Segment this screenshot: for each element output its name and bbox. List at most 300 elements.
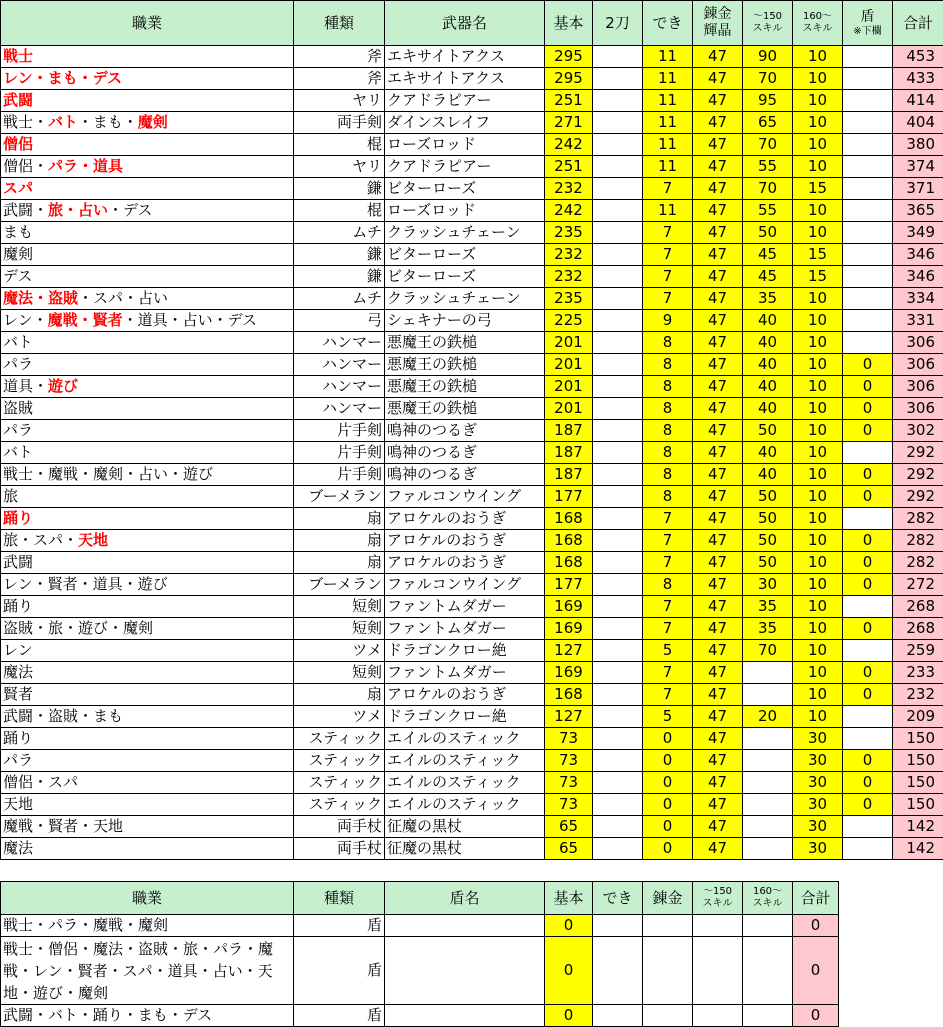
- table-row: [1, 442, 943, 464]
- shield-cell: [843, 596, 893, 618]
- weapon-cell: ローズロッド: [385, 200, 545, 222]
- table-row: [1, 772, 943, 794]
- total-cell: 282: [893, 530, 943, 552]
- type-cell: ブーメラン: [294, 486, 385, 508]
- type-cell: 鎌: [294, 178, 385, 200]
- base-cell: 168: [545, 552, 593, 574]
- renkin-cell: 47: [693, 838, 743, 860]
- base-cell: 177: [545, 574, 593, 596]
- skill160-cell: 10: [793, 684, 843, 706]
- base-cell: 168: [545, 508, 593, 530]
- renkin-cell: 47: [693, 178, 743, 200]
- type-cell: ハンマー: [294, 332, 385, 354]
- job-cell: [1, 464, 294, 486]
- shield-cell: 0: [843, 662, 893, 684]
- table-row: [1, 68, 943, 90]
- weapon-cell: 悪魔王の鉄槌: [385, 376, 545, 398]
- shield-cell: [843, 178, 893, 200]
- weapon-cell: 征魔の黒杖: [385, 816, 545, 838]
- dual-cell: [593, 332, 643, 354]
- job-segment: パラ: [3, 355, 33, 373]
- shield-deki-cell: [593, 915, 643, 937]
- type-cell: 両手剣: [294, 112, 385, 134]
- weapon-cell: アロケルのおうぎ: [385, 552, 545, 574]
- skill160-cell: 10: [793, 596, 843, 618]
- skill160-cell: 10: [793, 508, 843, 530]
- job-cell: [1, 310, 294, 332]
- base-cell: 271: [545, 112, 593, 134]
- type-cell: 扇: [294, 552, 385, 574]
- skill150-cell: 50: [743, 486, 793, 508]
- skill160-cell: 30: [793, 816, 843, 838]
- dual-cell: [593, 684, 643, 706]
- col-renkin-line2: 輝晶: [695, 23, 740, 40]
- weapon-cell: クアドラピアー: [385, 90, 545, 112]
- skill160-cell: 10: [793, 618, 843, 640]
- job-segment: 遊び: [48, 377, 78, 395]
- renkin-cell: 47: [693, 288, 743, 310]
- type-cell: 短剣: [294, 618, 385, 640]
- job-segment: 旅・占い: [48, 201, 108, 219]
- job-segment: 魔戦・賢者: [48, 311, 123, 329]
- base-cell: 127: [545, 706, 593, 728]
- shield-base-cell: 0: [545, 1005, 593, 1027]
- col-deki: でき: [643, 1, 693, 46]
- job-segment: 天地: [78, 531, 108, 549]
- shield-col-renkin: 錬金: [643, 882, 693, 915]
- skill150-cell: 90: [743, 46, 793, 68]
- renkin-cell: 47: [693, 772, 743, 794]
- table-row: [1, 596, 943, 618]
- table-row: [1, 266, 943, 288]
- job-cell: [1, 420, 294, 442]
- total-cell: 150: [893, 728, 943, 750]
- weapon-cell: ファントムダガー: [385, 596, 545, 618]
- base-cell: 169: [545, 618, 593, 640]
- shield-cell: 0: [843, 530, 893, 552]
- dual-cell: [593, 552, 643, 574]
- weapon-cell: 悪魔王の鉄槌: [385, 354, 545, 376]
- skill150-cell: 40: [743, 354, 793, 376]
- deki-cell: 0: [643, 750, 693, 772]
- type-cell: 両手杖: [294, 816, 385, 838]
- deki-cell: 8: [643, 420, 693, 442]
- type-cell: ムチ: [294, 288, 385, 310]
- job-segment: 魔剣: [3, 245, 33, 263]
- deki-cell: 7: [643, 662, 693, 684]
- deki-cell: 7: [643, 508, 693, 530]
- dual-cell: [593, 508, 643, 530]
- shield-cell: [843, 156, 893, 178]
- shield-col-skill160-line2: スキル: [745, 898, 790, 910]
- table-row: [1, 134, 943, 156]
- skill150-cell: 45: [743, 244, 793, 266]
- dual-cell: [593, 838, 643, 860]
- deki-cell: 7: [643, 618, 693, 640]
- skill150-cell: 70: [743, 640, 793, 662]
- shield-cell: [843, 442, 893, 464]
- dual-cell: [593, 244, 643, 266]
- renkin-cell: 47: [693, 222, 743, 244]
- job-cell: [1, 222, 294, 244]
- skill160-cell: 10: [793, 288, 843, 310]
- job-segment: レン・まも・デス: [3, 69, 122, 87]
- shield-cell: [843, 134, 893, 156]
- type-cell: スティック: [294, 772, 385, 794]
- base-cell: 232: [545, 178, 593, 200]
- type-cell: 鎌: [294, 244, 385, 266]
- base-cell: 168: [545, 530, 593, 552]
- dual-cell: [593, 398, 643, 420]
- skill150-cell: 95: [743, 90, 793, 112]
- base-cell: 232: [545, 266, 593, 288]
- type-cell: 短剣: [294, 662, 385, 684]
- total-cell: 346: [893, 244, 943, 266]
- skill150-cell: 50: [743, 420, 793, 442]
- shield-cell: [843, 706, 893, 728]
- dual-cell: [593, 178, 643, 200]
- dual-cell: [593, 794, 643, 816]
- shield-name-cell: [385, 915, 545, 937]
- shield-cell: [843, 112, 893, 134]
- table-row: [1, 112, 943, 134]
- job-segment: 踊り: [3, 729, 33, 747]
- dual-cell: [593, 288, 643, 310]
- job-segment: パラ: [3, 421, 33, 439]
- skill150-cell: 50: [743, 222, 793, 244]
- total-cell: 371: [893, 178, 943, 200]
- skill150-cell: 35: [743, 596, 793, 618]
- type-cell: ハンマー: [294, 376, 385, 398]
- skill160-cell: 30: [793, 772, 843, 794]
- base-cell: 242: [545, 134, 593, 156]
- type-cell: 棍: [294, 200, 385, 222]
- dual-cell: [593, 596, 643, 618]
- skill160-cell: 10: [793, 662, 843, 684]
- deki-cell: 7: [643, 684, 693, 706]
- skill150-cell: 40: [743, 376, 793, 398]
- weapon-cell: 悪魔王の鉄槌: [385, 398, 545, 420]
- type-cell: 短剣: [294, 596, 385, 618]
- renkin-cell: 47: [693, 508, 743, 530]
- type-cell: 斧: [294, 46, 385, 68]
- dual-cell: [593, 750, 643, 772]
- table-row: [1, 156, 943, 178]
- type-cell: ツメ: [294, 706, 385, 728]
- col-shield-line1: 盾: [845, 9, 890, 26]
- base-cell: 73: [545, 728, 593, 750]
- skill150-cell: 70: [743, 134, 793, 156]
- weapon-cell: ビターローズ: [385, 244, 545, 266]
- base-cell: 201: [545, 354, 593, 376]
- shield-col-skill150-line1: ～150: [695, 886, 740, 898]
- shield-type-cell: 盾: [294, 915, 385, 937]
- shield-table-body: [1, 915, 839, 1027]
- col-job: 職業: [1, 1, 294, 46]
- table-row: [1, 222, 943, 244]
- renkin-cell: 47: [693, 486, 743, 508]
- col-total: 合計: [893, 1, 943, 46]
- shield-table-row: [1, 937, 839, 1005]
- base-cell: 65: [545, 838, 593, 860]
- shield-renkin-cell: [643, 937, 693, 1005]
- deki-cell: 7: [643, 596, 693, 618]
- job-segment: 旅: [3, 487, 18, 505]
- skill150-cell: 40: [743, 442, 793, 464]
- total-cell: 150: [893, 772, 943, 794]
- table-row: [1, 552, 943, 574]
- renkin-cell: 47: [693, 310, 743, 332]
- weapon-cell: エキサイトアクス: [385, 68, 545, 90]
- job-cell: [1, 398, 294, 420]
- skill150-cell: [743, 772, 793, 794]
- renkin-cell: 47: [693, 376, 743, 398]
- renkin-cell: 47: [693, 354, 743, 376]
- renkin-cell: 47: [693, 552, 743, 574]
- skill150-cell: 40: [743, 310, 793, 332]
- total-cell: 374: [893, 156, 943, 178]
- shield-cell: [843, 838, 893, 860]
- shield-type-cell: 盾: [294, 1005, 385, 1027]
- deki-cell: 11: [643, 46, 693, 68]
- base-cell: 187: [545, 464, 593, 486]
- renkin-cell: 47: [693, 728, 743, 750]
- renkin-cell: 47: [693, 200, 743, 222]
- shield-cell: 0: [843, 464, 893, 486]
- shield-base-cell: 0: [545, 915, 593, 937]
- skill160-cell: 10: [793, 420, 843, 442]
- total-cell: 233: [893, 662, 943, 684]
- shield-job-cell: 戦士・パラ・魔戦・魔剣: [1, 915, 294, 937]
- table-row: [1, 640, 943, 662]
- job-segment: ・スパ・占い: [78, 289, 168, 307]
- weapon-cell: クラッシュチェーン: [385, 288, 545, 310]
- skill160-cell: 10: [793, 442, 843, 464]
- job-cell: [1, 750, 294, 772]
- dual-cell: [593, 816, 643, 838]
- job-cell: [1, 816, 294, 838]
- skill160-cell: 30: [793, 794, 843, 816]
- deki-cell: 0: [643, 794, 693, 816]
- type-cell: ハンマー: [294, 354, 385, 376]
- job-cell: [1, 640, 294, 662]
- weapon-cell: アロケルのおうぎ: [385, 684, 545, 706]
- skill160-cell: 10: [793, 574, 843, 596]
- table-row: [1, 398, 943, 420]
- shield-total-cell: 0: [793, 937, 839, 1005]
- shield-name-cell: [385, 1005, 545, 1027]
- skill160-cell: 10: [793, 706, 843, 728]
- type-cell: ヤリ: [294, 90, 385, 112]
- weapon-cell: エイルのスティック: [385, 772, 545, 794]
- shield-type-cell: 盾: [294, 937, 385, 1005]
- dual-cell: [593, 376, 643, 398]
- renkin-cell: 47: [693, 442, 743, 464]
- table-row: [1, 530, 943, 552]
- shield-deki-cell: [593, 1005, 643, 1027]
- renkin-cell: 47: [693, 640, 743, 662]
- dual-cell: [593, 464, 643, 486]
- job-cell: [1, 574, 294, 596]
- type-cell: 片手剣: [294, 420, 385, 442]
- job-cell: [1, 244, 294, 266]
- total-cell: 150: [893, 750, 943, 772]
- skill150-cell: 40: [743, 332, 793, 354]
- skill150-cell: [743, 728, 793, 750]
- job-segment: レン・: [3, 311, 48, 329]
- type-cell: 扇: [294, 508, 385, 530]
- job-cell: [1, 706, 294, 728]
- deki-cell: 7: [643, 222, 693, 244]
- table-row: [1, 684, 943, 706]
- shield-cell: [843, 640, 893, 662]
- weapon-cell: 悪魔王の鉄槌: [385, 332, 545, 354]
- total-cell: 259: [893, 640, 943, 662]
- dual-cell: [593, 706, 643, 728]
- job-cell: [1, 134, 294, 156]
- skill150-cell: 70: [743, 178, 793, 200]
- dual-cell: [593, 222, 643, 244]
- base-cell: 295: [545, 68, 593, 90]
- shield-col-skill160-line1: 160～: [745, 886, 790, 898]
- job-cell: [1, 596, 294, 618]
- total-cell: 349: [893, 222, 943, 244]
- skill160-cell: 10: [793, 376, 843, 398]
- skill160-cell: 30: [793, 750, 843, 772]
- shield-total-cell: 0: [793, 915, 839, 937]
- deki-cell: 8: [643, 398, 693, 420]
- job-cell: [1, 530, 294, 552]
- renkin-cell: 47: [693, 420, 743, 442]
- deki-cell: 11: [643, 156, 693, 178]
- table-row: [1, 750, 943, 772]
- job-segment: ・まも・: [78, 113, 138, 131]
- deki-cell: 8: [643, 354, 693, 376]
- job-segment: レン: [3, 641, 33, 659]
- job-segment: バト: [3, 333, 33, 351]
- renkin-cell: 47: [693, 706, 743, 728]
- total-cell: 346: [893, 266, 943, 288]
- dual-cell: [593, 112, 643, 134]
- weapon-cell: 鳴神のつるぎ: [385, 420, 545, 442]
- table-row: [1, 662, 943, 684]
- total-cell: 331: [893, 310, 943, 332]
- renkin-cell: 47: [693, 750, 743, 772]
- table-row: [1, 46, 943, 68]
- weapon-cell: 鳴神のつるぎ: [385, 464, 545, 486]
- renkin-cell: 47: [693, 816, 743, 838]
- type-cell: 片手剣: [294, 464, 385, 486]
- col-skill150-line2: スキル: [745, 23, 790, 35]
- job-segment: 僧侶・スパ: [3, 773, 78, 791]
- type-cell: 弓: [294, 310, 385, 332]
- col-shield: [843, 1, 893, 46]
- skill160-cell: 10: [793, 46, 843, 68]
- renkin-cell: 47: [693, 134, 743, 156]
- weapon-cell: ビターローズ: [385, 178, 545, 200]
- deki-cell: 0: [643, 838, 693, 860]
- renkin-cell: 47: [693, 266, 743, 288]
- renkin-cell: 47: [693, 244, 743, 266]
- skill150-cell: 50: [743, 552, 793, 574]
- type-cell: 両手杖: [294, 838, 385, 860]
- job-cell: [1, 354, 294, 376]
- dual-cell: [593, 90, 643, 112]
- job-cell: [1, 618, 294, 640]
- total-cell: 142: [893, 816, 943, 838]
- skill160-cell: 10: [793, 552, 843, 574]
- shield-table-row: [1, 915, 839, 937]
- skill150-cell: 35: [743, 288, 793, 310]
- skill150-cell: 40: [743, 464, 793, 486]
- skill150-cell: 55: [743, 156, 793, 178]
- type-cell: 斧: [294, 68, 385, 90]
- job-segment: 魔戦・賢者・天地: [3, 817, 123, 835]
- deki-cell: 7: [643, 552, 693, 574]
- table-row: [1, 706, 943, 728]
- deki-cell: 11: [643, 90, 693, 112]
- type-cell: スティック: [294, 794, 385, 816]
- deki-cell: 9: [643, 310, 693, 332]
- shield-skill160-cell: [743, 937, 793, 1005]
- job-segment: 戦士: [3, 47, 33, 65]
- base-cell: 187: [545, 442, 593, 464]
- shield-skill160-cell: [743, 1005, 793, 1027]
- deki-cell: 8: [643, 376, 693, 398]
- deki-cell: 7: [643, 288, 693, 310]
- shield-cell: 0: [843, 354, 893, 376]
- type-cell: 扇: [294, 530, 385, 552]
- skill150-cell: 65: [743, 112, 793, 134]
- base-cell: 201: [545, 376, 593, 398]
- skill160-cell: 10: [793, 398, 843, 420]
- renkin-cell: 47: [693, 68, 743, 90]
- shield-col-total: 合計: [793, 882, 839, 915]
- job-segment: デス: [3, 267, 32, 285]
- job-segment: 盗賊・旅・遊び・魔剣: [3, 619, 153, 637]
- deki-cell: 8: [643, 442, 693, 464]
- skill150-cell: [743, 662, 793, 684]
- renkin-cell: 47: [693, 112, 743, 134]
- weapon-cell: ダインスレイフ: [385, 112, 545, 134]
- renkin-cell: 47: [693, 398, 743, 420]
- weapon-cell: アロケルのおうぎ: [385, 530, 545, 552]
- total-cell: 282: [893, 552, 943, 574]
- shield-cell: [843, 508, 893, 530]
- renkin-cell: 47: [693, 46, 743, 68]
- skill160-cell: 10: [793, 486, 843, 508]
- shield-cell: 0: [843, 552, 893, 574]
- job-cell: [1, 90, 294, 112]
- type-cell: 片手剣: [294, 442, 385, 464]
- weapon-table-body: [1, 46, 943, 860]
- skill150-cell: 40: [743, 398, 793, 420]
- skill150-cell: 30: [743, 574, 793, 596]
- table-row: [1, 816, 943, 838]
- job-cell: [1, 838, 294, 860]
- table-row: [1, 310, 943, 332]
- skill160-cell: 10: [793, 200, 843, 222]
- weapon-cell: クラッシュチェーン: [385, 222, 545, 244]
- col-renkin-line1: 錬金: [695, 6, 740, 23]
- job-segment: ・デス: [108, 201, 152, 219]
- dual-cell: [593, 266, 643, 288]
- skill160-cell: 10: [793, 640, 843, 662]
- total-cell: 292: [893, 486, 943, 508]
- shield-cell: [843, 288, 893, 310]
- base-cell: 242: [545, 200, 593, 222]
- job-segment: 賢者: [3, 685, 33, 703]
